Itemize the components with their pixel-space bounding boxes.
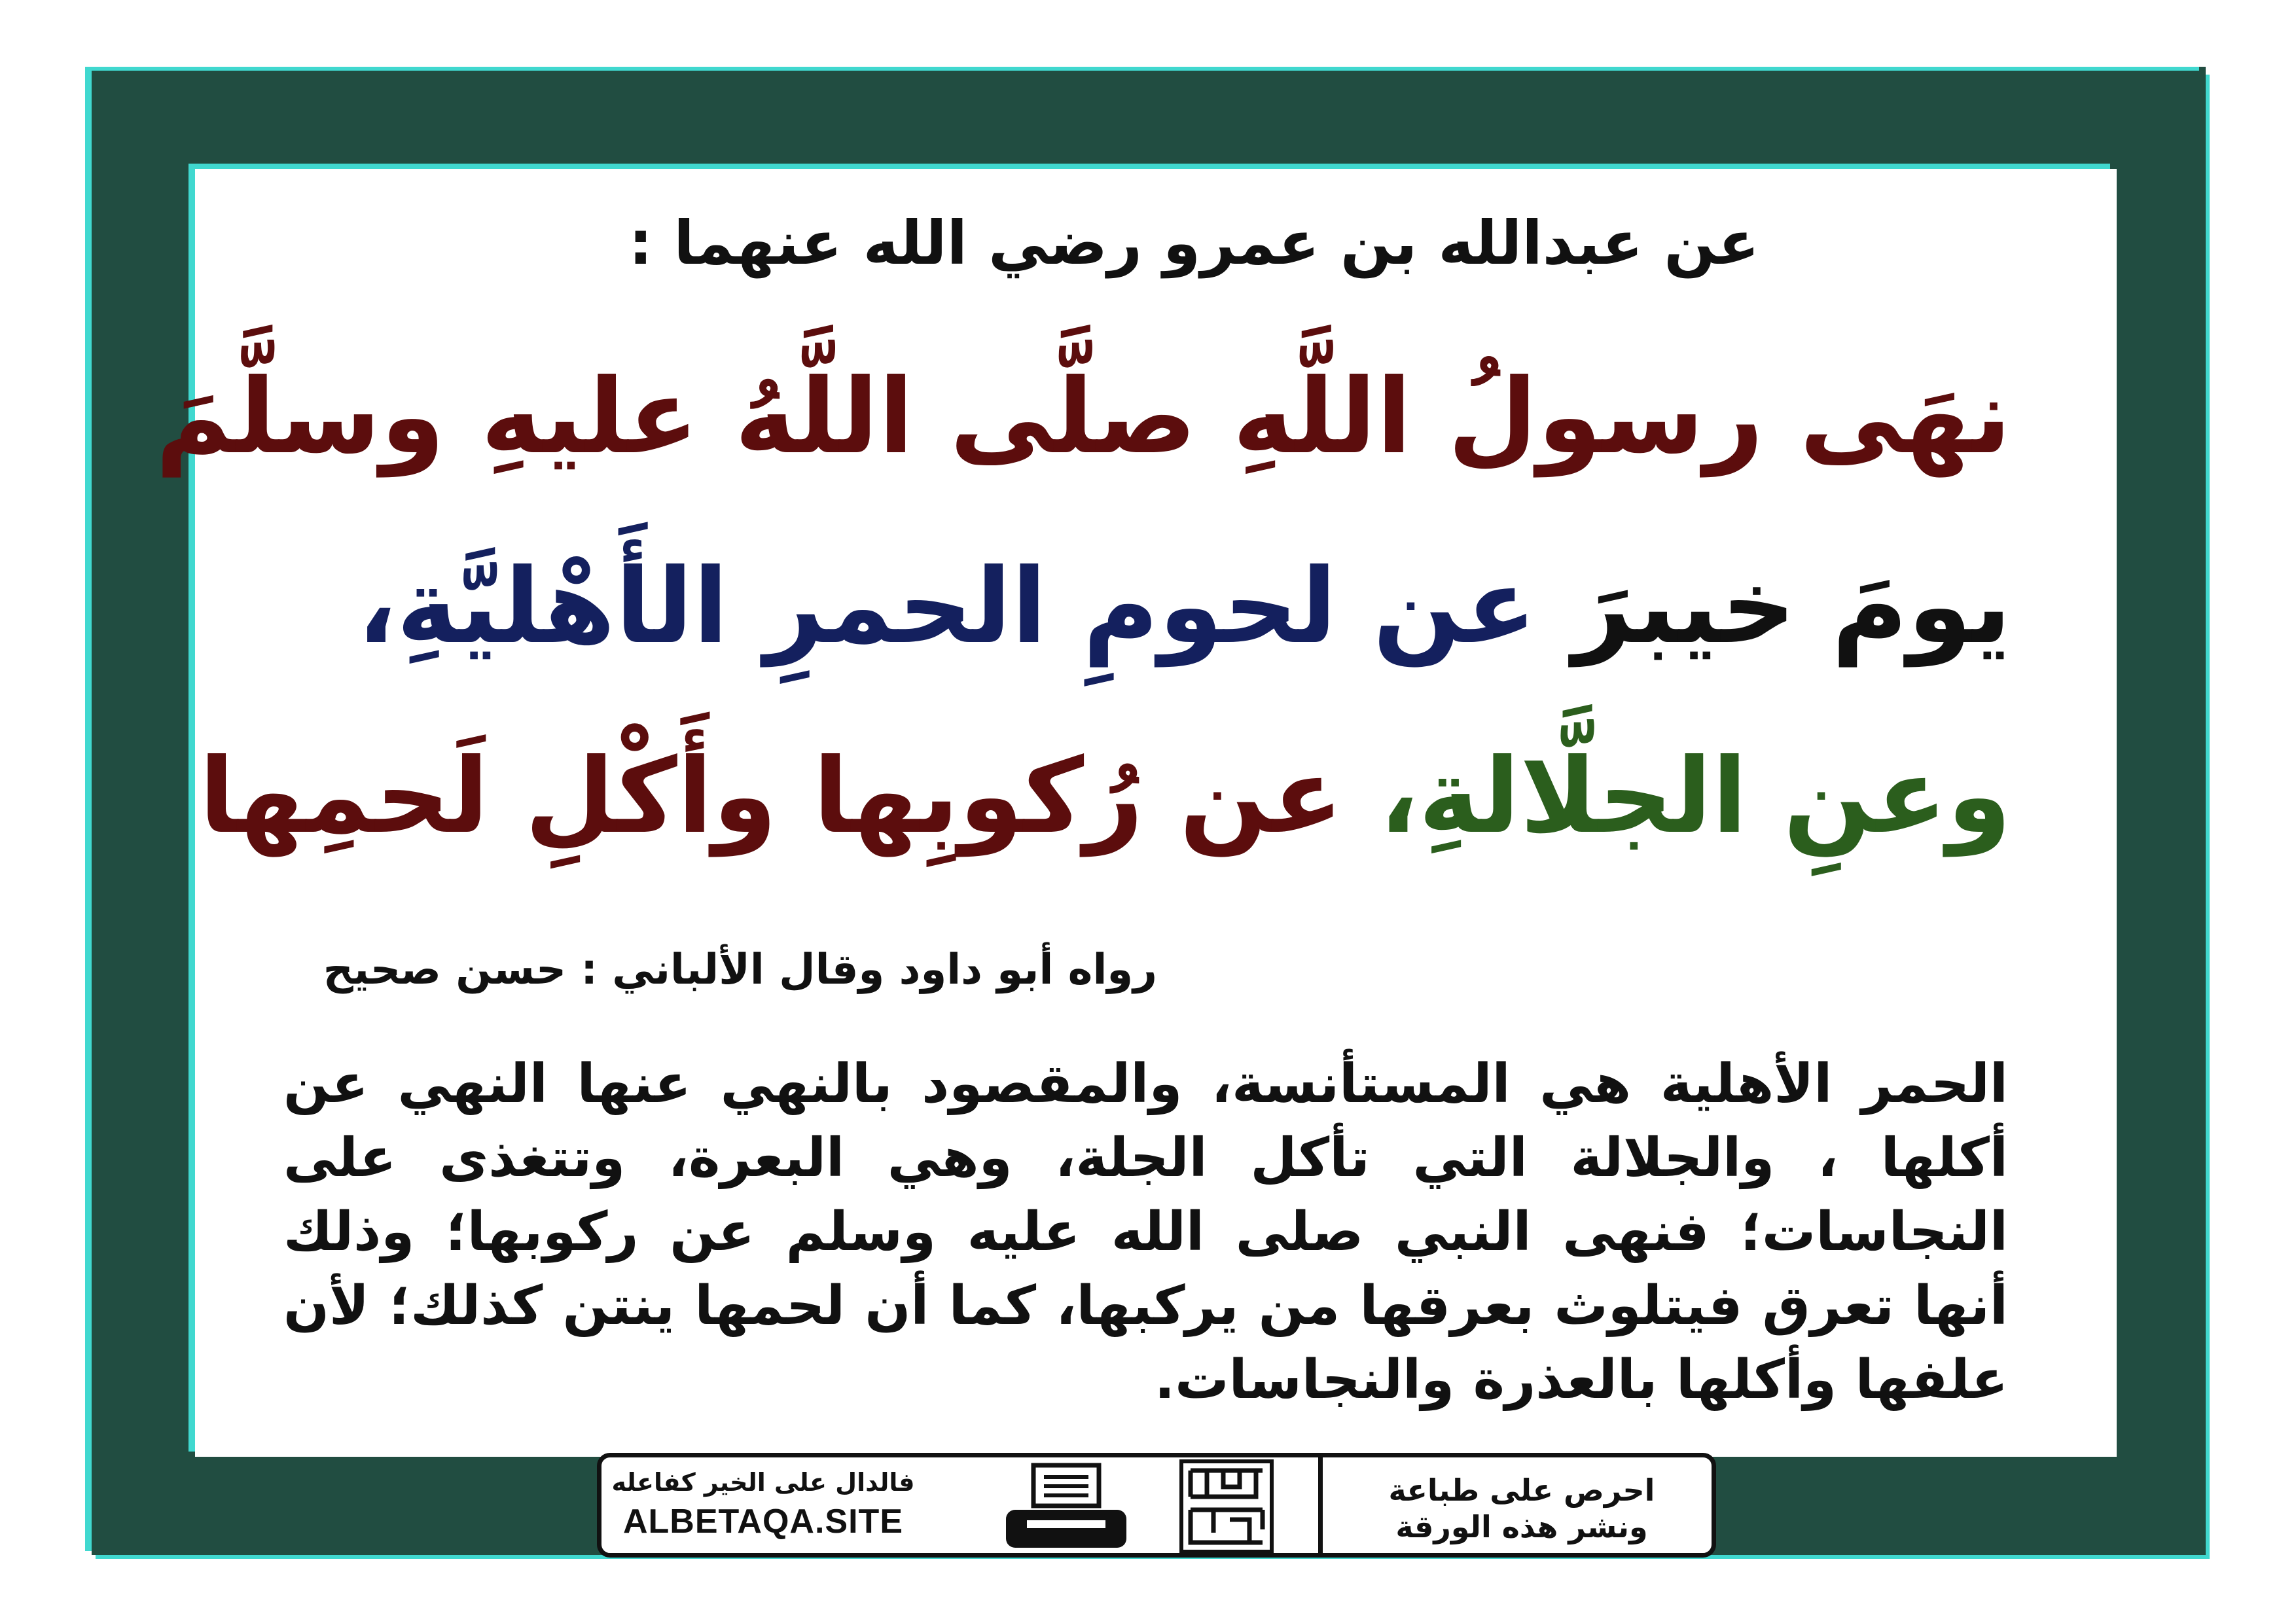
printer-icon (1001, 1463, 1132, 1554)
footer-slogan: فالدال على الخير كفاعله (611, 1468, 915, 1497)
footer-divider (1318, 1457, 1323, 1553)
footer-call-to-action (1365, 1472, 1679, 1545)
explanation-text: الحمر الأهلية هي المستأنسة، والمقصود بالنهي عنها النهي عن أكلها ، والجلالة التي تأكل الجلة، وهي البعرة، وتتغذى على النجاسات؛ فنهى النبي صلى الله عليه وسلم عن ركوبها؛ وذلك أنها تعرق فيتلوث بعرقها من يركبها، كما أن لحمها ينتن كذلك؛ لأن علفها وأكلها بالعذرة والنجاسات. (283, 1053, 2008, 1411)
hadith-line-3-maroon: عن رُكوبِها وأَكْلِ لَحمِها (199, 736, 1344, 857)
hadith-line-2-navy: عن لحومِ الحمرِ الأَهْليَّةِ، (357, 546, 1537, 667)
narration-source: رواه أبو داود وقال الألباني : حسن صحيح (323, 946, 1157, 994)
hadith-line-2-black: يومَ خيبرَ (1572, 546, 2011, 667)
hadith-line-1 (156, 357, 2011, 477)
hadith-line-2 (357, 546, 2011, 667)
hadith-line-3-green: وعنِ الجلَّالةِ، (1379, 736, 2011, 857)
footer-site-block (609, 1468, 917, 1541)
hadith-intro: عن عبدالله بن عمرو رضي الله عنهما : (628, 208, 1759, 278)
logo-icon (1177, 1457, 1276, 1556)
footer-site-url[interactable]: ALBETAQA.SITE (622, 1503, 904, 1541)
hadith-line-3 (199, 736, 2011, 857)
footer-banner (597, 1453, 1716, 1558)
hadith-line-1-text: نهَى رسولُ اللَّهِ صلَّى اللَّهُ عليهِ وسلَّمَ (155, 357, 2011, 477)
footer-call-line-2: ونشر هذه الورقة (1395, 1509, 1648, 1544)
footer-call-line-1: احرص على طباعة (1388, 1472, 1655, 1508)
